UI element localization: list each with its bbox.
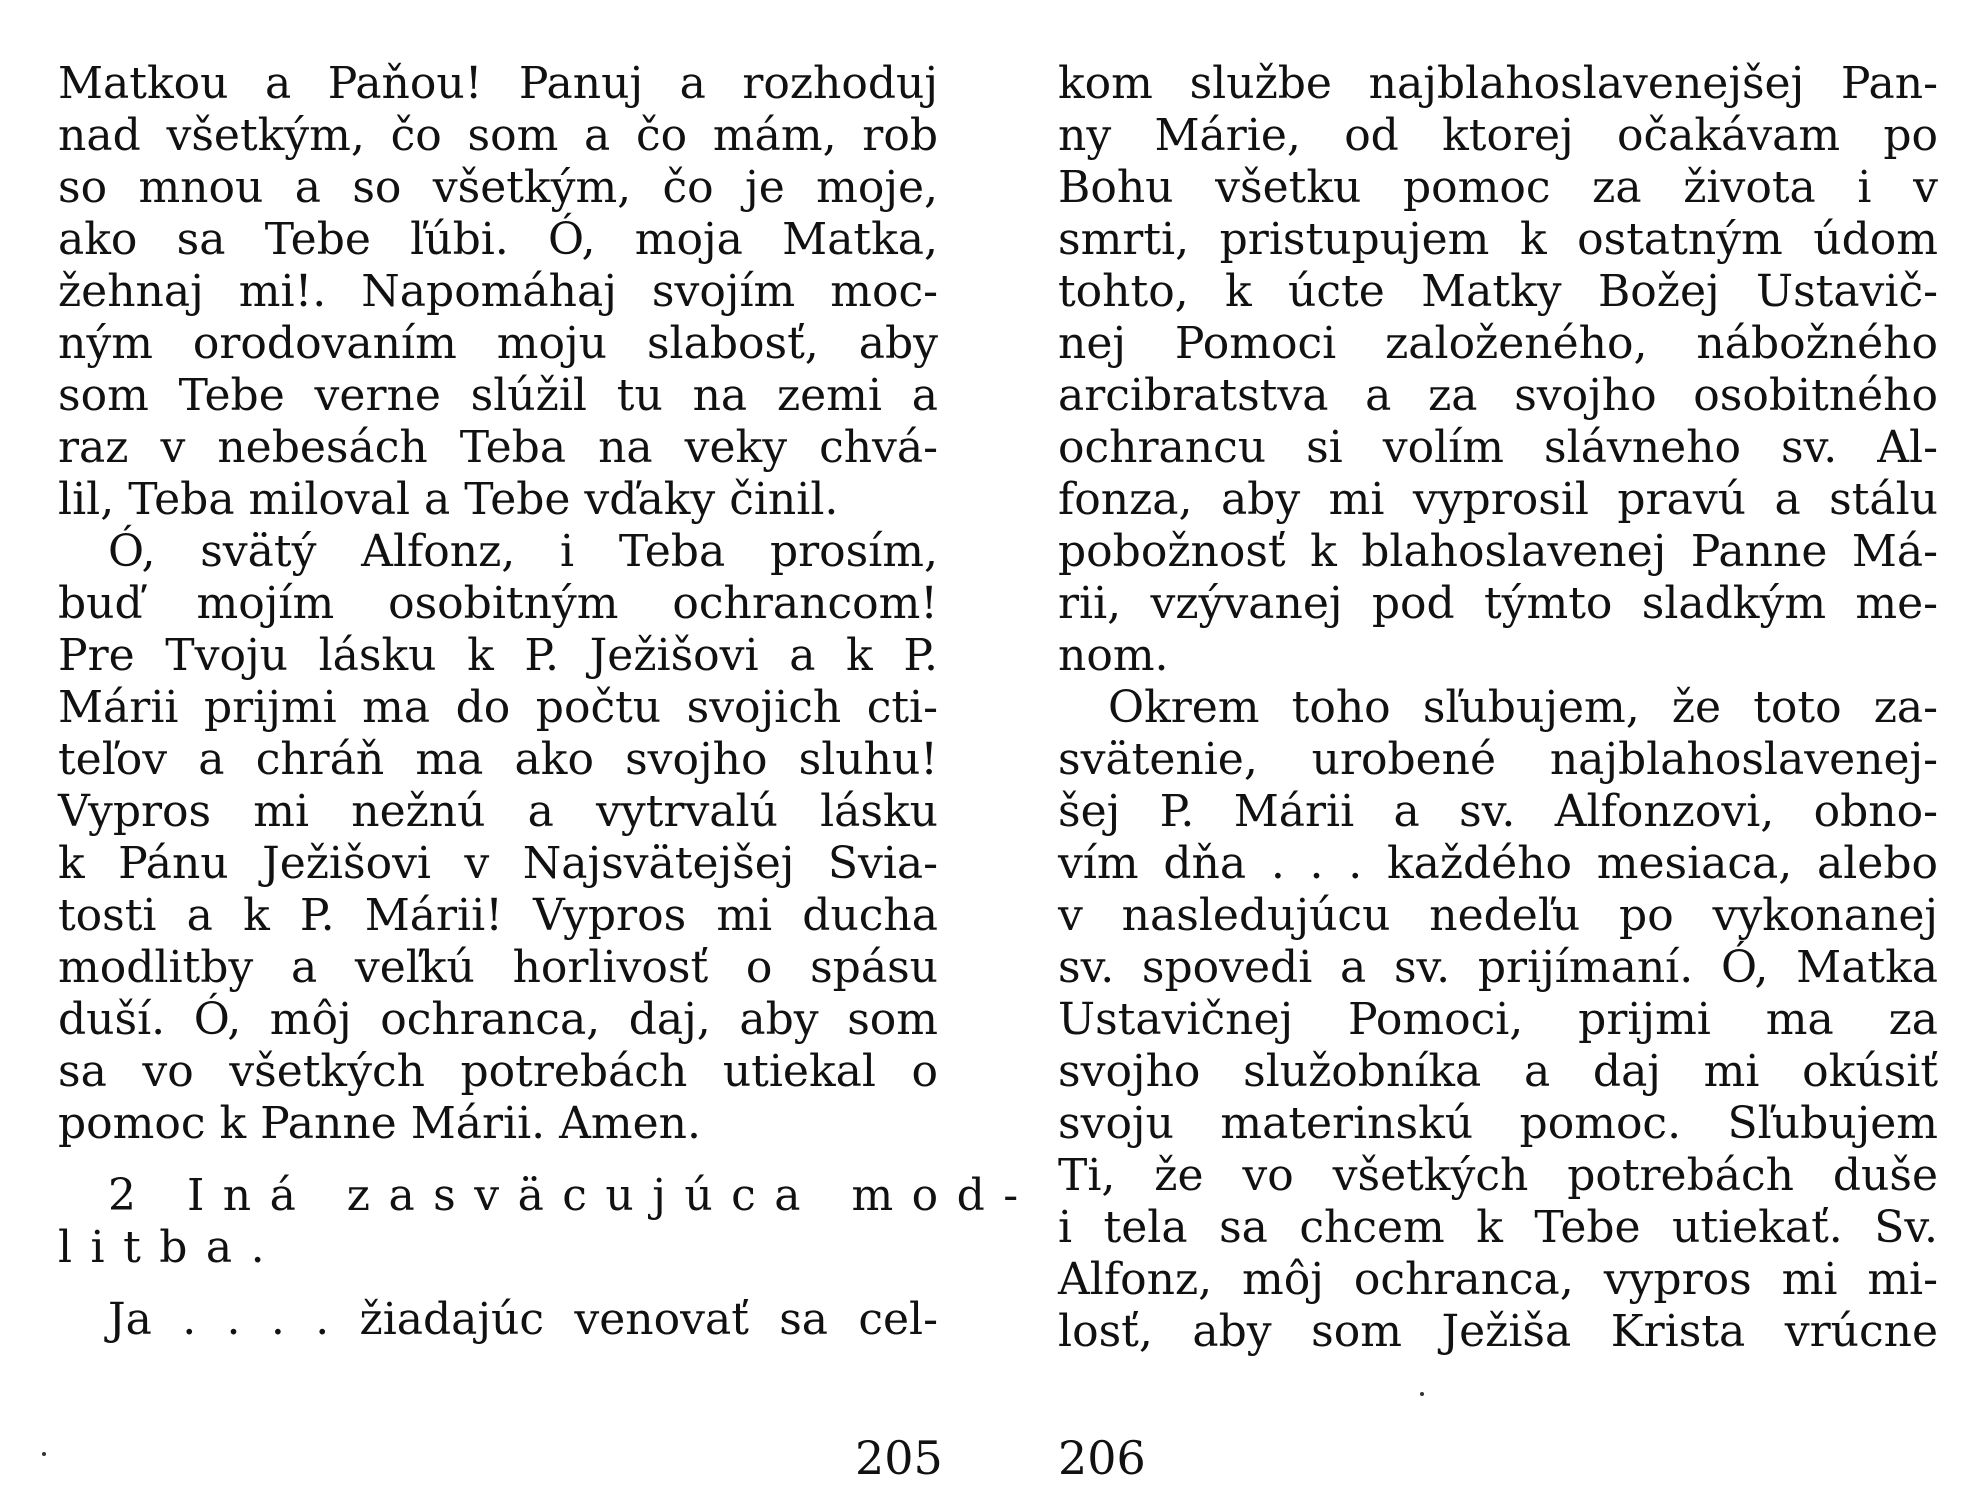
text-line: rii, vzývanej pod týmto sladkým me- (1058, 578, 1938, 629)
section-gap (58, 1150, 938, 1170)
text-line: žehnaj mi!. Napomáhaj svojím moc- (58, 266, 938, 317)
scan-speck (1420, 1392, 1424, 1396)
text-line: k Pánu Ježišovi v Najsvätejšej Svia- (58, 838, 938, 889)
text-line: svätenie, urobené najblahoslavenej- (1058, 734, 1938, 785)
text-line: nad všetkým, čo som a čo mám, rob (58, 110, 938, 161)
text-line: lil, Teba miloval a Tebe vďaky činil. (58, 474, 839, 525)
scan-speck (42, 1452, 46, 1456)
text-line: v nasledujúcu nedeľu po vykonanej (1058, 890, 1938, 941)
text-line: tohto, k úcte Matky Božej Ustavič- (1058, 266, 1938, 317)
text-line: som Tebe verne slúžil tu na zemi a (58, 370, 938, 421)
page-number-right: 206 (1058, 1431, 1146, 1485)
text-line: arcibratstva a za svojho osobitného (1058, 370, 1938, 421)
text-line: ako sa Tebe ľúbi. Ó, moja Matka, (58, 214, 938, 265)
text-line: Ustavičnej Pomoci, prijmi ma za (1058, 994, 1938, 1045)
text-line: Alfonz, môj ochranca, vypros mi mi- (1058, 1254, 1938, 1305)
page-number-left: 205 (855, 1431, 943, 1485)
text-line: smrti, pristupujem k ostatným údom (1058, 214, 1938, 265)
section-heading: 2 Iná zasväcujúca mod- (108, 1170, 1037, 1221)
text-line: fonza, aby mi vyprosil pravú a stálu (1058, 474, 1938, 525)
text-line: i tela sa chcem k Tebe utiekať. Sv. (1058, 1202, 1938, 1253)
left-page-text (58, 58, 1037, 1346)
text-line: svoju materinskú pomoc. Sľubujem (1058, 1098, 1938, 1149)
text-line: Matkou a Paňou! Panuj a rozhoduj (58, 58, 938, 109)
text-line: ny Márie, od ktorej očakávam po (1058, 110, 1938, 161)
text-line: ochrancu si volím slávneho sv. Al- (1058, 422, 1938, 473)
text-line: pomoc k Panne Márii. Amen. (58, 1098, 702, 1149)
text-line: sv. spovedi a sv. prijímaní. Ó, Matka (1058, 942, 1938, 993)
text-line: sa vo všetkých potrebách utiekal o (58, 1046, 938, 1097)
text-line: Márii prijmi ma do počtu svojich cti- (58, 682, 938, 733)
left-page (58, 58, 1037, 1346)
text-line: Vypros mi nežnú a vytrvalú lásku (58, 786, 938, 837)
text-line: nom. (1058, 630, 1169, 681)
text-line: kom službe najblahoslavenejšej Pan- (1058, 58, 1938, 109)
text-line: Ja . . . . žiadajúc venovať sa cel- (108, 1294, 938, 1345)
text-line: nej Pomoci založeného, nábožného (1058, 318, 1938, 369)
text-line: Ó, svätý Alfonz, i Teba prosím, (108, 526, 938, 577)
right-page-text (1058, 58, 1938, 1358)
text-line: šej P. Márii a sv. Alfonzovi, obno- (1058, 786, 1938, 837)
text-line: modlitby a veľkú horlivosť o spásu (58, 942, 938, 993)
text-line: ným orodovaním moju slabosť, aby (58, 318, 938, 369)
text-line: Bohu všetku pomoc za života i v (1058, 162, 1938, 213)
text-line: vím dňa . . . každého mesiaca, alebo (1058, 838, 1938, 889)
text-line: losť, aby som Ježiša Krista vrúcne (1058, 1306, 1938, 1357)
section-gap (58, 1274, 938, 1294)
text-line: Pre Tvoju lásku k P. Ježišovi a k P. (58, 630, 938, 681)
text-line: so mnou a so všetkým, čo je moje, (58, 162, 938, 213)
right-page (1058, 58, 1938, 1358)
text-line: raz v nebesách Teba na veky chvá- (58, 422, 938, 473)
text-line: teľov a chráň ma ako svojho sluhu! (58, 734, 938, 785)
text-line: Ti, že vo všetkých potrebách duše (1058, 1150, 1938, 1201)
text-line: Okrem toho sľubujem, že toto za- (1108, 682, 1938, 733)
section-heading: litba. (58, 1222, 284, 1273)
text-line: svojho služobníka a daj mi okúsiť (1058, 1046, 1938, 1097)
text-line: pobožnosť k blahoslavenej Panne Má- (1058, 526, 1938, 577)
text-line: buď mojím osobitným ochrancom! (58, 578, 938, 629)
text-line: duší. Ó, môj ochranca, daj, aby som (58, 994, 938, 1045)
text-line: tosti a k P. Márii! Vypros mi ducha (58, 890, 938, 941)
